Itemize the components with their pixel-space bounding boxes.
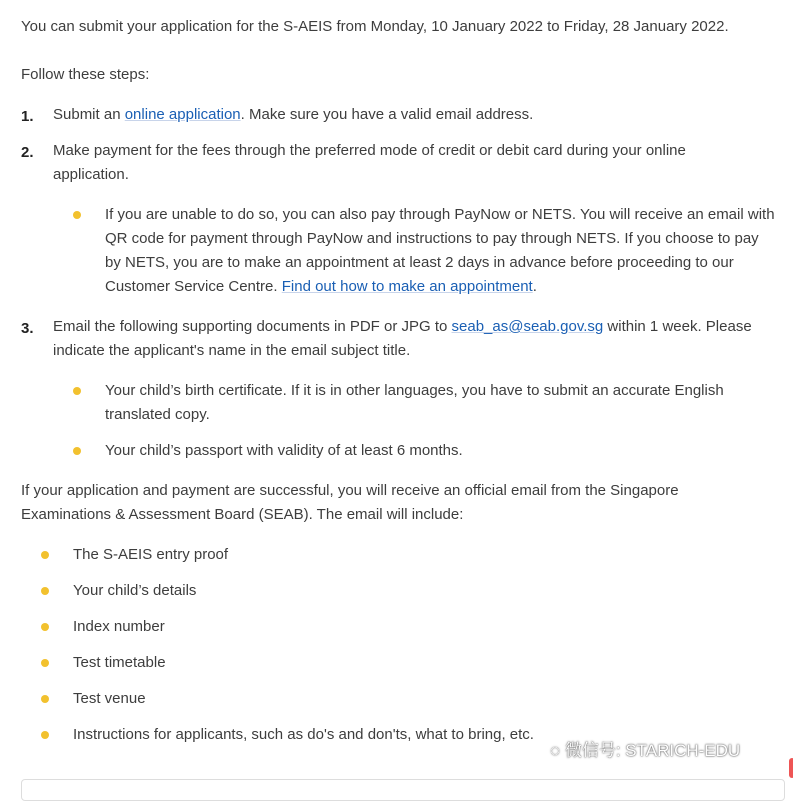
result-paragraph: If your application and payment are successful, you will receive an official email from the Singapore Examinations & Assessment Board (SEAB). The email will include: <box>21 482 679 523</box>
include-item: Your child’s details <box>73 582 197 599</box>
sub-text: . <box>532 278 537 295</box>
bullet-icon <box>73 387 81 395</box>
step-2: Make payment for the fees through the preferred mode of credit or debit card during your online application. <box>53 142 686 183</box>
step-text: . Make sure you have a valid email address. <box>240 106 534 123</box>
next-section-box <box>21 779 785 801</box>
bullet-icon <box>41 623 49 631</box>
include-item: Test timetable <box>73 654 166 671</box>
bullet-icon <box>73 211 81 219</box>
appointment-link[interactable]: Find out how to make an appointment <box>281 278 533 295</box>
bullet-icon <box>41 695 49 703</box>
include-item: Test venue <box>73 690 146 707</box>
step-3 <box>53 315 773 363</box>
step-text: Email the following supporting documents in PDF or JPG to <box>53 318 452 335</box>
step-text: Submit an <box>53 106 125 123</box>
watermark <box>550 736 740 761</box>
bullet-icon <box>41 659 49 667</box>
step-3-sub: Your child’s passport with validity of at least 6 months. <box>105 442 463 459</box>
bullet-icon <box>41 587 49 595</box>
include-item: Instructions for applicants, such as do's and don'ts, what to bring, etc. <box>73 726 534 743</box>
step-number: 1. <box>21 108 34 125</box>
steps-heading: Follow these steps: <box>21 66 150 83</box>
step-1 <box>53 103 773 127</box>
bullet-icon <box>41 551 49 559</box>
step-2-sub <box>105 203 775 299</box>
watermark-text: 微信号: STARICH-EDU <box>564 741 741 760</box>
step-number: 2. <box>21 144 34 161</box>
wechat-icon: ◌ <box>550 741 565 760</box>
scroll-indicator <box>789 758 793 778</box>
bullet-icon <box>73 447 81 455</box>
email-link[interactable]: seab_as@seab.gov.sg <box>451 318 604 335</box>
include-item: Index number <box>73 618 165 635</box>
intro-text: You can submit your application for the S-AEIS from Monday, 10 January 2022 to Friday, 28 January 2022. <box>21 18 729 35</box>
online-application-link[interactable]: online application <box>124 106 241 123</box>
bullet-icon <box>41 731 49 739</box>
step-3-sub: Your child’s birth certificate. If it is in other languages, you have to submit an accurate English translated copy. <box>105 382 724 423</box>
step-text: within 1 week. Please indicate the applicant's name in the email subject title. <box>53 318 752 359</box>
step-number: 3. <box>21 320 34 337</box>
sub-text: If you are unable to do so, you can also pay through PayNow or NETS. You will receive an email with QR code for payment through PayNow and instructions to pay through NETS. If you choose to pay by NETS, you are to make an appointment at least 2 days in advance before proceeding to our Customer Service Centre. <box>105 206 775 295</box>
include-item: The S-AEIS entry proof <box>73 546 229 563</box>
